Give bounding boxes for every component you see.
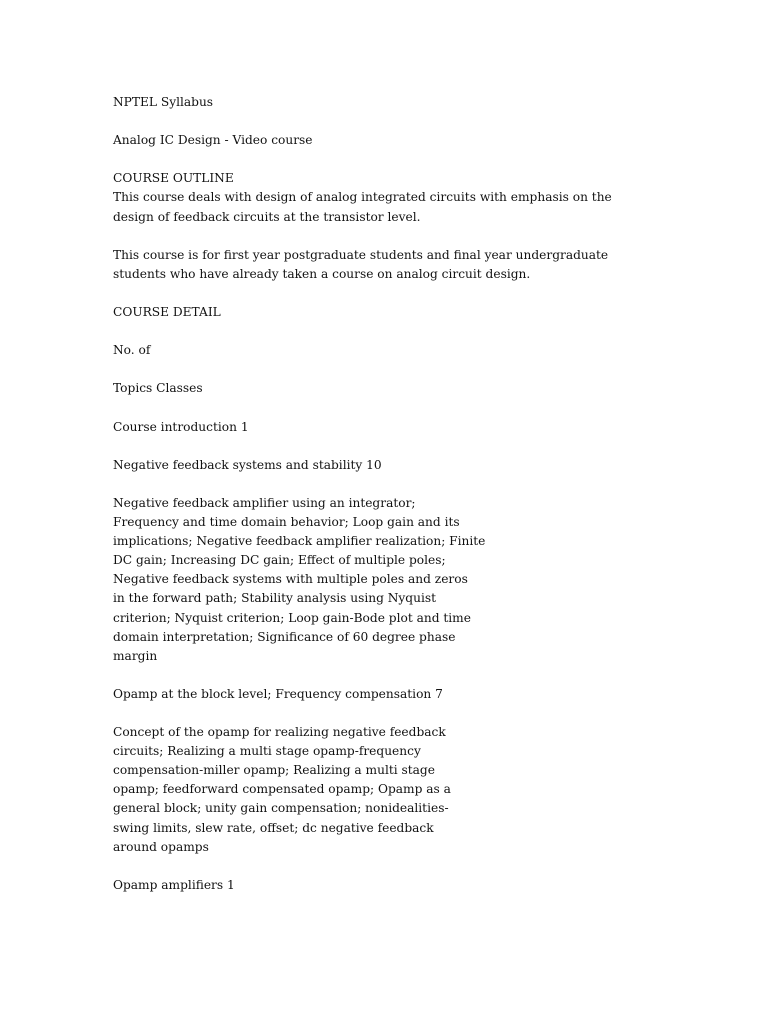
topic-opamp-amplifiers: Opamp amplifiers 1 bbox=[113, 877, 235, 892]
spacer bbox=[113, 666, 593, 685]
topic-description-line: criterion; Nyquist criterion; Loop gain-Bode plot and time bbox=[113, 610, 471, 625]
topic-description-line: compensation-miller opamp; Realizing a multi stage bbox=[113, 763, 435, 778]
spacer bbox=[113, 360, 593, 379]
spacer bbox=[113, 322, 593, 341]
topic-description-line: margin bbox=[113, 648, 158, 663]
spacer bbox=[113, 475, 593, 494]
topic-course-introduction: Course introduction 1 bbox=[113, 419, 249, 434]
audience-paragraph-line: students who have already taken a course on analog circuit design. bbox=[113, 266, 531, 281]
spacer bbox=[113, 437, 593, 456]
course-title: Analog IC Design - Video course bbox=[113, 133, 313, 148]
column-header-topics: Topics Classes bbox=[113, 381, 203, 396]
topic-negative-feedback: Negative feedback systems and stability 10 bbox=[113, 457, 382, 472]
document-page bbox=[113, 93, 612, 895]
spacer bbox=[113, 704, 593, 723]
spacer bbox=[113, 227, 593, 246]
document-header: NPTEL Syllabus bbox=[113, 95, 214, 109]
topic-opamp-block-level: Opamp at the block level; Frequency compensation 7 bbox=[113, 686, 443, 701]
audience-paragraph-line: This course is for first year postgraduate students and final year undergraduate bbox=[113, 247, 609, 262]
topic-description-line: Concept of the opamp for realizing negative feedback bbox=[113, 725, 446, 740]
outline-paragraph-line: This course deals with design of analog integrated circuits with emphasis on the bbox=[113, 190, 612, 205]
topic-description-line: around opamps bbox=[113, 839, 209, 854]
spacer bbox=[113, 399, 593, 418]
topic-description-line: domain interpretation; Significance of 60 degree phase bbox=[113, 629, 456, 644]
topic-description-line: implications; Negative feedback amplifier realization; Finite bbox=[113, 534, 486, 549]
topic-description-line: Negative feedback amplifier using an integrator; bbox=[113, 495, 416, 510]
outline-heading: COURSE OUTLINE bbox=[113, 171, 234, 186]
column-header-classes: No. of bbox=[113, 343, 151, 358]
spacer bbox=[113, 150, 593, 169]
topic-description-line: in the forward path; Stability analysis using Nyquist bbox=[113, 591, 437, 606]
topic-description-line: opamp; feedforward compensated opamp; Opamp as a bbox=[113, 782, 451, 797]
detail-heading: COURSE DETAIL bbox=[113, 305, 221, 320]
spacer bbox=[113, 284, 593, 303]
topic-description-line: circuits; Realizing a multi stage opamp-frequency bbox=[113, 744, 421, 759]
topic-description-line: general block; unity gain compensation; nonidealities- bbox=[113, 801, 449, 816]
topic-description-line: swing limits, slew rate, offset; dc negative feedback bbox=[113, 820, 434, 835]
spacer bbox=[113, 857, 593, 876]
topic-description-line: Negative feedback systems with multiple poles and zeros bbox=[113, 572, 468, 587]
topic-description-line: DC gain; Increasing DC gain; Effect of multiple poles; bbox=[113, 553, 446, 568]
spacer bbox=[113, 112, 593, 131]
topic-description-line: Frequency and time domain behavior; Loop gain and its bbox=[113, 515, 460, 530]
outline-paragraph-line: design of feedback circuits at the transistor level. bbox=[113, 209, 421, 224]
